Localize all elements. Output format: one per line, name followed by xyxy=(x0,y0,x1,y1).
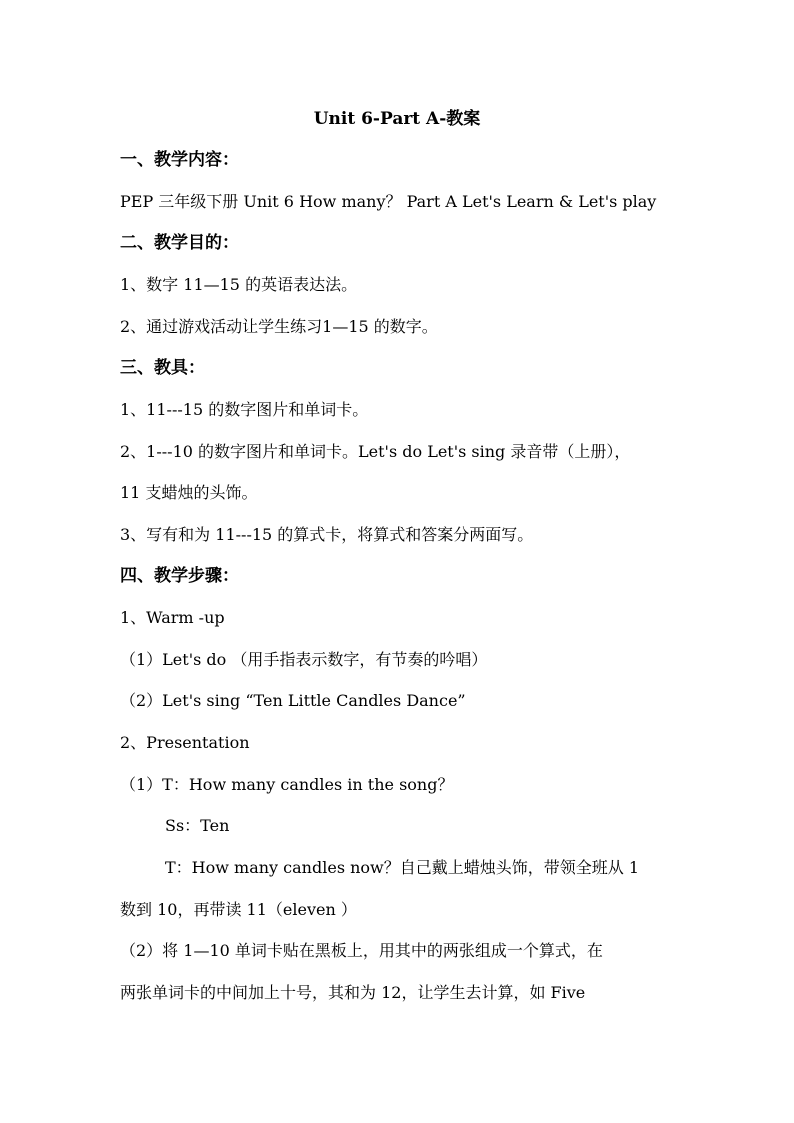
section-heading-aids: 三、教具： xyxy=(120,358,205,378)
paragraph-line: 1、数字 11—15 的英语表达法。 xyxy=(120,275,358,294)
paragraph-line: 数到 10，再带读 11（eleven ） xyxy=(120,900,357,919)
paragraph-line: （1）Let's do （用手指表示数字，有节奏的吟唱） xyxy=(120,650,488,669)
paragraph-line: 3、写有和为 11---15 的算式卡，将算式和答案分两面写。 xyxy=(120,525,534,544)
paragraph-line: 1、11---15 的数字图片和单词卡。 xyxy=(120,400,369,419)
section-heading-content: 一、教学内容： xyxy=(120,150,239,170)
document-title: Unit 6-Part A-教案 xyxy=(313,109,481,129)
section-heading-objectives: 二、教学目的： xyxy=(120,233,239,253)
paragraph-line: T：How many candles now？自己戴上蜡烛头饰，带领全班从 1 xyxy=(165,858,640,877)
paragraph-line: 2、Presentation xyxy=(120,733,250,752)
paragraph-line: 2、1---10 的数字图片和单词卡。Let's do Let's sing 录音带（上册）， xyxy=(120,442,631,461)
paragraph-line: 2、通过游戏活动让学生练习1—15 的数字。 xyxy=(120,317,438,336)
paragraph-line: 两张单词卡的中间加上十号，其和为 12，让学生去计算，如 Five xyxy=(120,983,586,1002)
paragraph-line: PEP 三年级下册 Unit 6 How many？ Part A Let's Learn & Let's play xyxy=(120,192,657,211)
section-heading-steps: 四、教学步骤： xyxy=(120,566,239,586)
paragraph-line: （1）T：How many candles in the song？ xyxy=(120,775,454,794)
paragraph-line: Ss：Ten xyxy=(165,816,230,835)
paragraph-line: 1、Warm -up xyxy=(120,608,225,627)
paragraph-line: （2）Let's sing “Ten Little Candles Dance” xyxy=(120,691,466,710)
paragraph-line: 11 支蜡烛的头饰。 xyxy=(120,483,258,502)
paragraph-line: （2）将 1—10 单词卡贴在黑板上，用其中的两张组成一个算式，在 xyxy=(120,941,603,960)
